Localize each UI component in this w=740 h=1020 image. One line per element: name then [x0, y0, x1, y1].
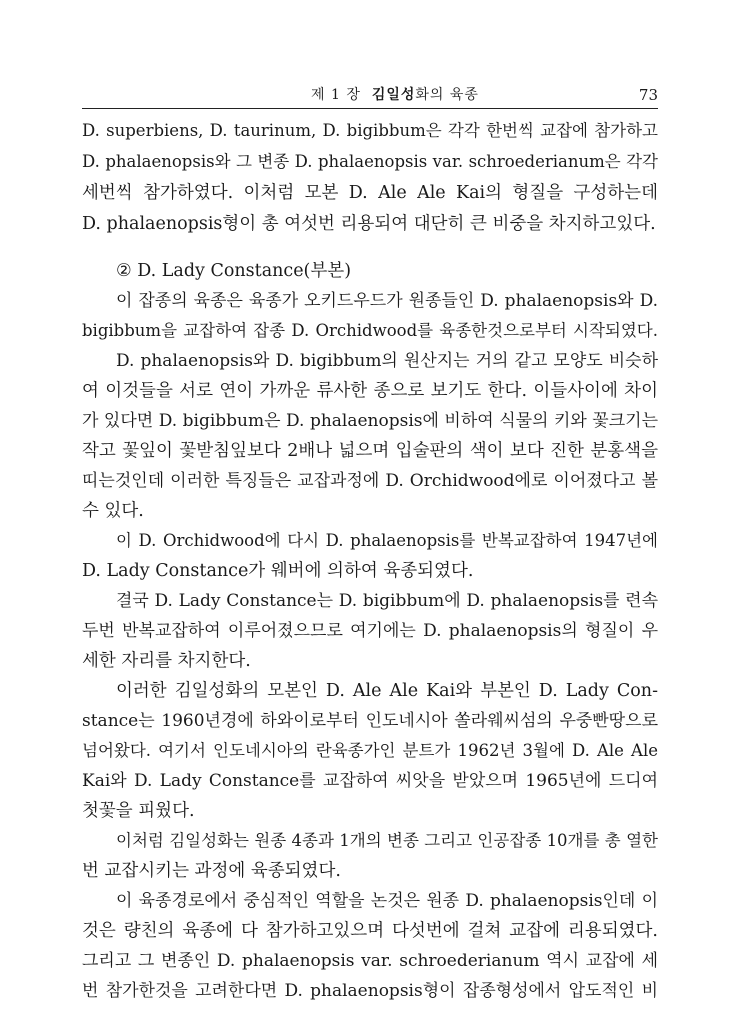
- text-line: 이 D. Orchidwood에 다시 D. phalaenopsis를 반복교잡하여 1947년에: [116, 531, 658, 550]
- text-line: 결국 D. Lady Constance는 D. bigibbum에 D. phalaenopsis를 련속: [116, 591, 658, 611]
- header-title-rest: 화의 육종: [415, 87, 479, 103]
- text-line: 이처럼 김일성화는 원종 4종과 1개의 변종 그리고 인공잡종 10개를 총 열한: [116, 831, 658, 850]
- text-line: 작고 꽃잎이 꽃받침잎보다 2배나 넓으며 입술판의 색이 보다 진한 분홍색을: [82, 441, 658, 461]
- text-line: 수 있다.: [82, 501, 144, 521]
- text-line: 번 교잡시키는 과정에 육종되였다.: [82, 861, 341, 881]
- text-line: 세번씩 참가하였다. 이처럼 모본 D. Ale Ale Kai의 형질을 구성하는데: [82, 183, 658, 203]
- text-line: D. phalaenopsis형이 총 여섯번 리용되여 대단히 큰 비중을 차지하고있다.: [82, 214, 656, 234]
- text-line: D. superbiens, D. taurinum, D. bigibbum은 각각 한번씩 교잡에 참가하고: [82, 121, 658, 140]
- text-line: D. phalaenopsis와 그 변종 D. phalaenopsis var. schroederianum은 각각: [82, 152, 658, 171]
- text-line: 것은 량친의 육종에 다 참가하고있으며 다섯번에 걸쳐 교잡에 리용되였다.: [82, 921, 658, 941]
- text-line: 그리고 그 변종인 D. phalaenopsis var. schroederianum 역시 교잡에 세: [82, 951, 658, 971]
- header-rule: [82, 108, 658, 109]
- text-line: 가 있다면 D. bigibbum은 D. phalaenopsis에 비하여 식물의 키와 꽃크기는: [82, 411, 658, 431]
- section-heading: ② D. Lady Constance(부본): [116, 261, 352, 281]
- running-header: [250, 83, 540, 107]
- header-chapter: 제 1 장: [311, 87, 361, 103]
- page-number: 73: [638, 86, 658, 104]
- text-line: 이러한 김일성화의 모본인 D. Ale Ale Kai와 부본인 D. Lady Con-: [116, 681, 658, 701]
- text-line: 이 잡종의 육종은 육종가 오키드우드가 원종들인 D. phalaenopsis와 D.: [116, 291, 658, 311]
- text-line: 띠는것인데 이러한 특징들은 교잡과정에 D. Orchidwood에로 이어졌다고 볼: [82, 471, 658, 491]
- text-line: bigibbum을 교잡하여 잡종 D. Orchidwood를 육종한것으로부터 시작되였다.: [82, 321, 658, 340]
- text-line: stance는 1960년경에 하와이로부터 인도네시아 쏠라웨씨섬의 우중빤땅으로: [82, 711, 658, 731]
- text-line: 이 육종경로에서 중심적인 역할을 논것은 원종 D. phalaenopsis인데 이: [116, 891, 658, 911]
- text-line: 여 이것들을 서로 연이 가까운 류사한 종으로 보기도 한다. 이들사이에 차이: [82, 381, 658, 401]
- text-line: Kai와 D. Lady Constance를 교잡하여 씨앗을 받았으며 1965년에 드디여: [82, 771, 658, 791]
- text-line: 두번 반복교잡하여 이루어졌으므로 여기에는 D. phalaenopsis의 형질이 우: [82, 621, 658, 641]
- text-line: D. phalaenopsis와 D. bigibbum의 원산지는 거의 같고 모양도 비슷하: [116, 351, 658, 371]
- text-line: 첫꽃을 피웠다.: [82, 801, 195, 821]
- text-line: D. Lady Constance가 웨버에 의하여 육종되였다.: [82, 561, 474, 581]
- header-title-bold: 김일성: [371, 87, 416, 103]
- text-line: 번 참가한것을 고려한다면 D. phalaenopsis형이 잡종형성에서 압도적인 비: [82, 981, 658, 1001]
- text-line: 세한 자리를 차지한다.: [82, 651, 251, 671]
- text-line: 넘어왔다. 여기서 인도네시아의 란육종가인 분트가 1962년 3월에 D. Ale Ale: [82, 741, 658, 760]
